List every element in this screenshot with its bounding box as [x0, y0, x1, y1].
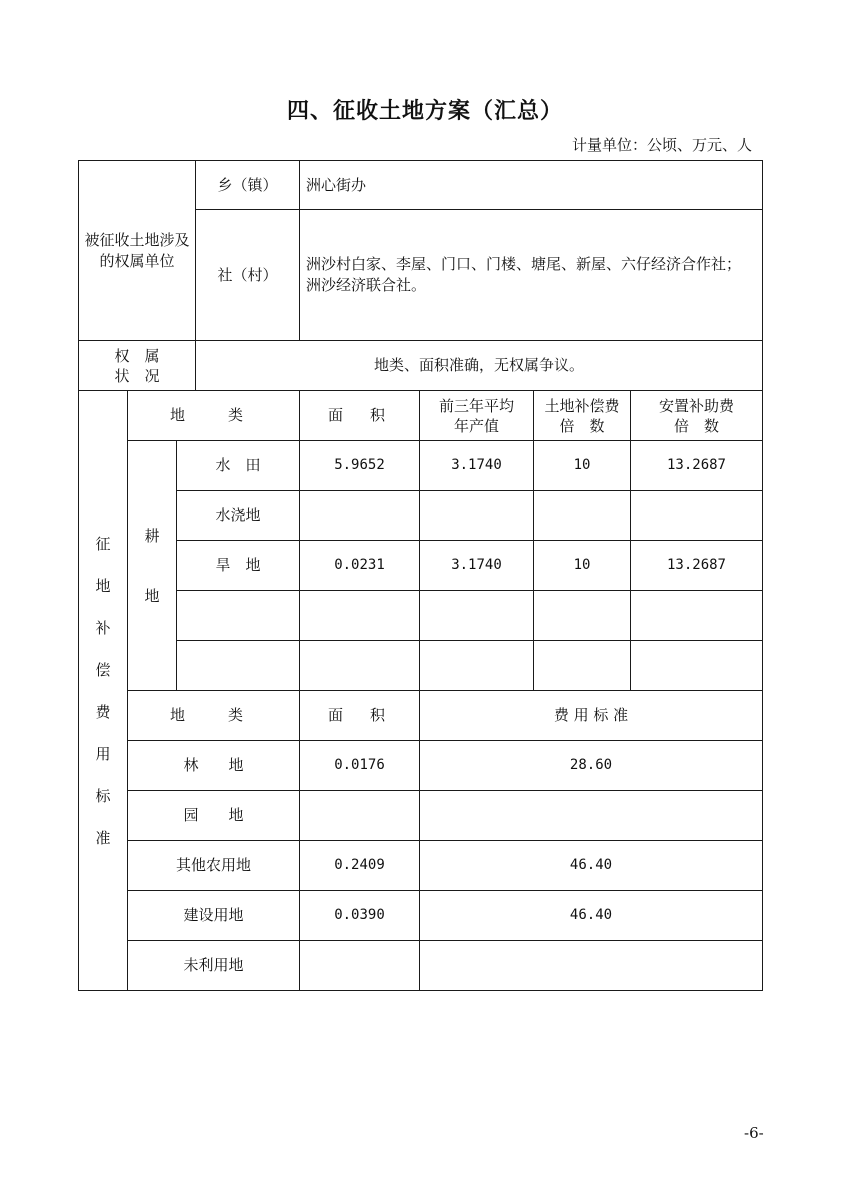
row-area	[299, 490, 420, 541]
header-resettle-line2: 倍 数	[673, 416, 719, 435]
side-char: 用	[95, 744, 111, 763]
header-area	[299, 390, 420, 441]
header-land-comp-line1: 土地补偿费	[544, 396, 620, 415]
header2-area-text: 面 积	[327, 706, 391, 724]
side-char: 偿	[95, 660, 111, 679]
side-char: 准	[95, 828, 111, 847]
ownership-status-label-line1: 权 属	[114, 346, 160, 365]
side-char: 标	[95, 786, 111, 805]
row-fee: 28.60	[419, 740, 763, 791]
row-resettle	[630, 590, 763, 641]
cultivated-char: 地	[144, 586, 160, 605]
side-char: 补	[95, 618, 111, 637]
row-avg-output: 3.1740	[419, 440, 534, 491]
header-area-text: 面 积	[327, 406, 391, 424]
compensation-side-label	[78, 390, 128, 991]
row-resettle	[630, 490, 763, 541]
header2-land-type	[127, 690, 300, 741]
row-area	[299, 590, 420, 641]
row-avg-output	[419, 590, 534, 641]
row-type: 水浇地	[176, 490, 300, 541]
row-type	[176, 640, 300, 691]
row-land-comp	[533, 640, 631, 691]
row-resettle: 13.2687	[630, 540, 763, 591]
row-area: 0.0390	[299, 890, 420, 941]
row-area	[299, 790, 420, 841]
row-type: 林 地	[127, 740, 300, 791]
header-avg-output	[419, 390, 534, 441]
row-type	[176, 590, 300, 641]
row-type: 建设用地	[127, 890, 300, 941]
row-fee	[419, 790, 763, 841]
row-type: 未利用地	[127, 940, 300, 991]
header-land-comp	[533, 390, 631, 441]
row-type: 水 田	[176, 440, 300, 491]
row-fee: 46.40	[419, 840, 763, 891]
row-land-comp	[533, 590, 631, 641]
side-char: 征	[95, 534, 111, 553]
row-land-comp	[533, 490, 631, 541]
header2-area	[299, 690, 420, 741]
row-area	[299, 640, 420, 691]
row-land-comp: 10	[533, 540, 631, 591]
cultivated-land-label	[127, 440, 177, 691]
header-avg-output-line1: 前三年平均	[438, 396, 514, 415]
row-type: 其他农用地	[127, 840, 300, 891]
township-label: 乡（镇）	[195, 160, 300, 210]
row-avg-output	[419, 640, 534, 691]
header-land-comp-line2: 倍 数	[559, 416, 605, 435]
row-avg-output: 3.1740	[419, 540, 534, 591]
township-value: 洲心街办	[299, 160, 763, 210]
header-avg-output-line2: 年产值	[453, 416, 499, 435]
page-title: 四、征收土地方案（汇总）	[286, 99, 563, 124]
side-char: 费	[95, 702, 111, 721]
header-land-type	[127, 390, 300, 441]
row-area: 0.0176	[299, 740, 420, 791]
village-label: 社（村）	[195, 209, 300, 341]
unit-note: 计量单位：公顷、万元、人	[571, 136, 752, 154]
row-resettle: 13.2687	[630, 440, 763, 491]
header-land-type-text: 地 类	[169, 406, 257, 424]
row-area: 5.9652	[299, 440, 420, 491]
header2-fee-standard: 费 用 标 准	[419, 690, 763, 741]
row-type: 园 地	[127, 790, 300, 841]
row-area	[299, 940, 420, 991]
row-area: 0.0231	[299, 540, 420, 591]
row-fee	[419, 940, 763, 991]
row-fee: 46.40	[419, 890, 763, 941]
ownership-units-label: 被征收土地涉及的权属单位	[78, 160, 196, 341]
row-resettle	[630, 640, 763, 691]
header-resettle	[630, 390, 763, 441]
cultivated-char: 耕	[144, 526, 160, 545]
row-type: 旱 地	[176, 540, 300, 591]
row-area: 0.2409	[299, 840, 420, 891]
land-acquisition-table	[78, 160, 763, 991]
ownership-status-value: 地类、面积准确，无权属争议。	[195, 340, 763, 391]
header-resettle-line1: 安置补助费	[658, 396, 734, 415]
side-char: 地	[95, 576, 111, 595]
header2-land-type-text: 地 类	[169, 706, 257, 724]
page-number: -6-	[744, 1124, 764, 1142]
village-value: 洲沙村白家、李屋、门口、门楼、塘尾、新屋、六仔经济合作社；洲沙经济联合社。	[299, 209, 763, 341]
ownership-status-label	[78, 340, 196, 391]
ownership-status-label-line2: 状 况	[114, 366, 160, 385]
row-land-comp: 10	[533, 440, 631, 491]
row-avg-output	[419, 490, 534, 541]
